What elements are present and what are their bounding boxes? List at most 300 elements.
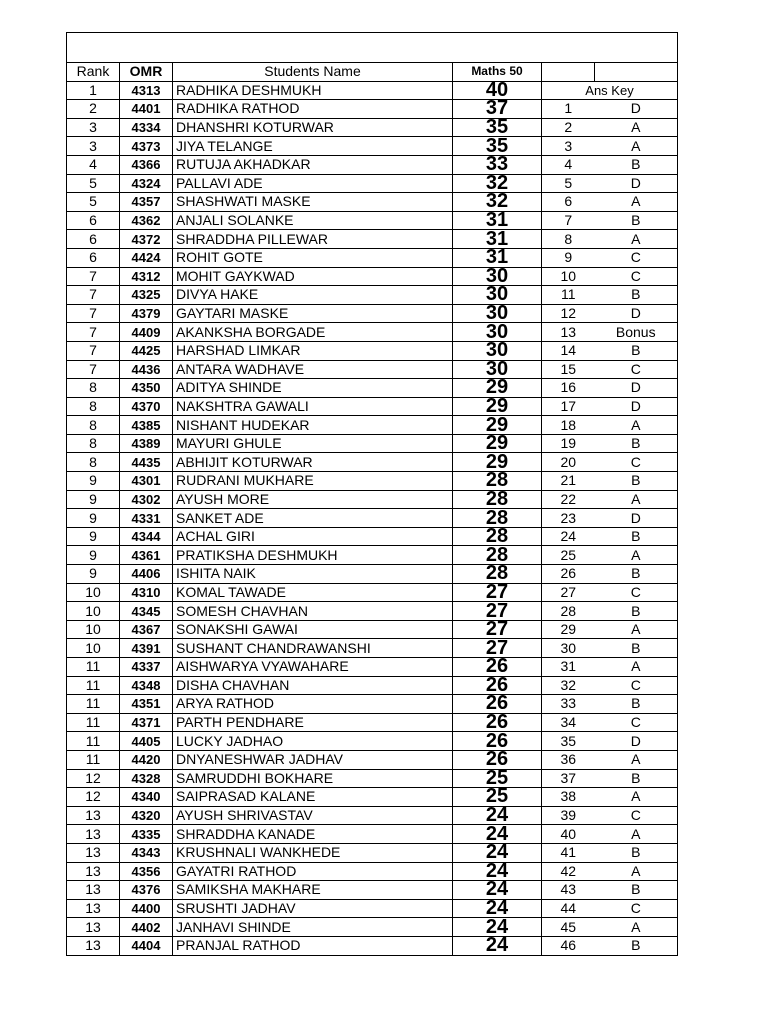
question-number-cell: 28 [542, 602, 595, 621]
answer-key-cell: A [595, 416, 678, 435]
table-row [67, 639, 678, 658]
rank-cell: 13 [67, 936, 120, 955]
answer-key-cell: B [595, 341, 678, 360]
score-cell: 31 [453, 230, 542, 249]
score-cell: 24 [453, 899, 542, 918]
score-cell: 28 [453, 546, 542, 565]
table-row [67, 527, 678, 546]
student-name-cell: AKANKSHA BORGADE [173, 323, 453, 342]
question-number-cell: 41 [542, 843, 595, 862]
student-name-cell: SAMIKSHA MAKHARE [173, 881, 453, 900]
answer-key-cell: B [595, 769, 678, 788]
table-row [67, 862, 678, 881]
score-cell: 30 [453, 341, 542, 360]
table-row [67, 806, 678, 825]
student-name-cell: SAIPRASAD KALANE [173, 788, 453, 807]
answer-key-cell: C [595, 453, 678, 472]
answer-key-cell: A [595, 918, 678, 937]
table-row [67, 174, 678, 193]
score-cell: 28 [453, 490, 542, 509]
omr-cell: 4391 [120, 639, 173, 658]
question-number-cell: 12 [542, 304, 595, 323]
score-cell: 24 [453, 881, 542, 900]
student-name-cell: SAMRUDDHI BOKHARE [173, 769, 453, 788]
question-number-cell: 21 [542, 472, 595, 491]
score-cell: 24 [453, 843, 542, 862]
student-name-cell: SONAKSHI GAWAI [173, 620, 453, 639]
question-number-cell: 42 [542, 862, 595, 881]
rank-cell: 5 [67, 174, 120, 193]
score-cell: 27 [453, 639, 542, 658]
omr-cell: 4371 [120, 713, 173, 732]
student-name-cell: ARYA RATHOD [173, 695, 453, 714]
table-row [67, 658, 678, 677]
answer-key-cell: D [595, 397, 678, 416]
results-table [66, 32, 678, 956]
result-sheet [66, 32, 678, 956]
student-name-cell: SOMESH CHAVHAN [173, 602, 453, 621]
rank-cell: 11 [67, 695, 120, 714]
rank-cell: 8 [67, 416, 120, 435]
rank-cell: 7 [67, 267, 120, 286]
omr-cell: 4402 [120, 918, 173, 937]
student-name-cell: MOHIT GAYKWAD [173, 267, 453, 286]
table-row [67, 193, 678, 212]
score-cell: 31 [453, 211, 542, 230]
answer-key-cell: Bonus [595, 323, 678, 342]
rank-cell: 9 [67, 527, 120, 546]
question-number-cell: 46 [542, 936, 595, 955]
answer-key-cell: C [595, 360, 678, 379]
student-name-cell: SRUSHTI JADHAV [173, 899, 453, 918]
score-cell: 26 [453, 658, 542, 677]
header-name: Students Name [173, 63, 453, 82]
omr-cell: 4351 [120, 695, 173, 714]
answer-key-cell: C [595, 583, 678, 602]
question-number-cell: 30 [542, 639, 595, 658]
table-row [67, 843, 678, 862]
student-name-cell: KRUSHNALI WANKHEDE [173, 843, 453, 862]
answer-key-cell: D [595, 100, 678, 119]
score-cell: 26 [453, 713, 542, 732]
header-row [67, 63, 678, 82]
rank-cell: 6 [67, 211, 120, 230]
score-cell: 25 [453, 769, 542, 788]
answer-key-cell: B [595, 527, 678, 546]
student-name-cell: SHRADDHA KANADE [173, 825, 453, 844]
header-blank-k [595, 63, 678, 82]
answer-key-cell: C [595, 899, 678, 918]
rank-cell: 3 [67, 118, 120, 137]
answer-key-cell: A [595, 118, 678, 137]
title-row [67, 33, 678, 63]
table-row [67, 230, 678, 249]
omr-cell: 4357 [120, 193, 173, 212]
question-number-cell: 4 [542, 155, 595, 174]
rank-cell: 2 [67, 100, 120, 119]
omr-cell: 4331 [120, 509, 173, 528]
student-name-cell: ROHIT GOTE [173, 248, 453, 267]
rank-cell: 9 [67, 490, 120, 509]
question-number-cell: 29 [542, 620, 595, 639]
rank-cell: 9 [67, 509, 120, 528]
score-cell: 27 [453, 583, 542, 602]
omr-cell: 4376 [120, 881, 173, 900]
score-cell: 30 [453, 360, 542, 379]
omr-cell: 4310 [120, 583, 173, 602]
title-cell [67, 33, 678, 63]
table-row [67, 211, 678, 230]
question-number-cell: 38 [542, 788, 595, 807]
rank-cell: 13 [67, 881, 120, 900]
omr-cell: 4370 [120, 397, 173, 416]
answer-key-cell: B [595, 286, 678, 305]
table-row [67, 118, 678, 137]
table-row [67, 546, 678, 565]
question-number-cell: 24 [542, 527, 595, 546]
table-row [67, 936, 678, 955]
omr-cell: 4348 [120, 676, 173, 695]
rank-cell: 3 [67, 137, 120, 156]
table-row [67, 416, 678, 435]
score-cell: 27 [453, 602, 542, 621]
answer-key-cell: C [595, 267, 678, 286]
student-name-cell: RUDRANI MUKHARE [173, 472, 453, 491]
rank-cell: 6 [67, 230, 120, 249]
rank-cell: 6 [67, 248, 120, 267]
score-cell: 33 [453, 155, 542, 174]
student-name-cell: ADITYA SHINDE [173, 379, 453, 398]
student-name-cell: SHRADDHA PILLEWAR [173, 230, 453, 249]
omr-cell: 4362 [120, 211, 173, 230]
table-row [67, 676, 678, 695]
omr-cell: 4325 [120, 286, 173, 305]
rank-cell: 9 [67, 546, 120, 565]
ans-key-label: Ans Key [542, 81, 678, 100]
student-name-cell: DIVYA HAKE [173, 286, 453, 305]
question-number-cell: 13 [542, 323, 595, 342]
question-number-cell: 27 [542, 583, 595, 602]
question-number-cell: 34 [542, 713, 595, 732]
table-row [67, 602, 678, 621]
omr-cell: 4400 [120, 899, 173, 918]
rank-cell: 8 [67, 434, 120, 453]
question-number-cell: 23 [542, 509, 595, 528]
question-number-cell: 10 [542, 267, 595, 286]
omr-cell: 4420 [120, 750, 173, 769]
question-number-cell: 43 [542, 881, 595, 900]
question-number-cell: 16 [542, 379, 595, 398]
omr-cell: 4409 [120, 323, 173, 342]
student-name-cell: AYUSH MORE [173, 490, 453, 509]
table-row [67, 137, 678, 156]
question-number-cell: 5 [542, 174, 595, 193]
rank-cell: 11 [67, 750, 120, 769]
rank-cell: 13 [67, 862, 120, 881]
student-name-cell: NAKSHTRA GAWALI [173, 397, 453, 416]
answer-key-cell: B [595, 155, 678, 174]
student-name-cell: DISHA CHAVHAN [173, 676, 453, 695]
question-number-cell: 26 [542, 565, 595, 584]
omr-cell: 4366 [120, 155, 173, 174]
student-name-cell: RUTUJA AKHADKAR [173, 155, 453, 174]
student-name-cell: AYUSH SHRIVASTAV [173, 806, 453, 825]
score-cell: 37 [453, 100, 542, 119]
table-row [67, 583, 678, 602]
question-number-cell: 45 [542, 918, 595, 937]
question-number-cell: 22 [542, 490, 595, 509]
omr-cell: 4328 [120, 769, 173, 788]
question-number-cell: 15 [542, 360, 595, 379]
score-cell: 25 [453, 788, 542, 807]
answer-key-cell: B [595, 602, 678, 621]
answer-key-cell: D [595, 732, 678, 751]
score-cell: 27 [453, 620, 542, 639]
student-name-cell: JANHAVI SHINDE [173, 918, 453, 937]
rank-cell: 11 [67, 713, 120, 732]
answer-key-cell: B [595, 211, 678, 230]
table-row [67, 788, 678, 807]
omr-cell: 4313 [120, 81, 173, 100]
student-name-cell: SUSHANT CHANDRAWANSHI [173, 639, 453, 658]
omr-cell: 4405 [120, 732, 173, 751]
student-name-cell: SHASHWATI MASKE [173, 193, 453, 212]
rank-cell: 11 [67, 658, 120, 677]
table-row [67, 155, 678, 174]
question-number-cell: 31 [542, 658, 595, 677]
rank-cell: 7 [67, 304, 120, 323]
score-cell: 26 [453, 732, 542, 751]
question-number-cell: 1 [542, 100, 595, 119]
table-row [67, 267, 678, 286]
omr-cell: 4337 [120, 658, 173, 677]
omr-cell: 4345 [120, 602, 173, 621]
answer-key-cell: B [595, 936, 678, 955]
question-number-cell: 39 [542, 806, 595, 825]
omr-cell: 4335 [120, 825, 173, 844]
score-cell: 30 [453, 267, 542, 286]
student-name-cell: ABHIJIT KOTURWAR [173, 453, 453, 472]
table-row [67, 918, 678, 937]
answer-key-cell: A [595, 788, 678, 807]
student-name-cell: LUCKY JADHAO [173, 732, 453, 751]
table-row [67, 286, 678, 305]
score-cell: 24 [453, 936, 542, 955]
score-cell: 28 [453, 472, 542, 491]
header-omr: OMR [120, 63, 173, 82]
answer-key-cell: C [595, 676, 678, 695]
omr-cell: 4334 [120, 118, 173, 137]
table-row [67, 360, 678, 379]
table-row [67, 769, 678, 788]
score-cell: 30 [453, 323, 542, 342]
student-name-cell: RADHIKA DESHMUKH [173, 81, 453, 100]
table-row [67, 81, 678, 100]
score-cell: 29 [453, 379, 542, 398]
rank-cell: 13 [67, 843, 120, 862]
table-row [67, 899, 678, 918]
answer-key-cell: C [595, 713, 678, 732]
omr-cell: 4401 [120, 100, 173, 119]
omr-cell: 4373 [120, 137, 173, 156]
table-row [67, 248, 678, 267]
omr-cell: 4372 [120, 230, 173, 249]
student-name-cell: AISHWARYA VYAWAHARE [173, 658, 453, 677]
omr-cell: 4301 [120, 472, 173, 491]
score-cell: 26 [453, 750, 542, 769]
question-number-cell: 44 [542, 899, 595, 918]
omr-cell: 4379 [120, 304, 173, 323]
question-number-cell: 37 [542, 769, 595, 788]
omr-cell: 4324 [120, 174, 173, 193]
rank-cell: 10 [67, 583, 120, 602]
omr-cell: 4343 [120, 843, 173, 862]
omr-cell: 4312 [120, 267, 173, 286]
omr-cell: 4302 [120, 490, 173, 509]
answer-key-cell: A [595, 193, 678, 212]
omr-cell: 4435 [120, 453, 173, 472]
table-row [67, 453, 678, 472]
answer-key-cell: D [595, 509, 678, 528]
student-name-cell: DNYANESHWAR JADHAV [173, 750, 453, 769]
question-number-cell: 17 [542, 397, 595, 416]
table-row [67, 323, 678, 342]
omr-cell: 4389 [120, 434, 173, 453]
score-cell: 31 [453, 248, 542, 267]
score-cell: 24 [453, 918, 542, 937]
score-cell: 24 [453, 825, 542, 844]
score-cell: 28 [453, 565, 542, 584]
rank-cell: 9 [67, 565, 120, 584]
question-number-cell: 9 [542, 248, 595, 267]
omr-cell: 4356 [120, 862, 173, 881]
student-name-cell: JIYA TELANGE [173, 137, 453, 156]
rank-cell: 1 [67, 81, 120, 100]
table-row [67, 881, 678, 900]
omr-cell: 4406 [120, 565, 173, 584]
answer-key-cell: B [595, 434, 678, 453]
table-row [67, 825, 678, 844]
table-row [67, 472, 678, 491]
student-name-cell: ANTARA WADHAVE [173, 360, 453, 379]
rank-cell: 10 [67, 639, 120, 658]
answer-key-cell: B [595, 639, 678, 658]
rank-cell: 7 [67, 286, 120, 305]
rank-cell: 13 [67, 825, 120, 844]
score-cell: 24 [453, 806, 542, 825]
question-number-cell: 2 [542, 118, 595, 137]
student-name-cell: ANJALI SOLANKE [173, 211, 453, 230]
student-name-cell: ISHITA NAIK [173, 565, 453, 584]
question-number-cell: 6 [542, 193, 595, 212]
table-row [67, 100, 678, 119]
question-number-cell: 7 [542, 211, 595, 230]
omr-cell: 4320 [120, 806, 173, 825]
rank-cell: 7 [67, 360, 120, 379]
omr-cell: 4350 [120, 379, 173, 398]
student-name-cell: PRANJAL RATHOD [173, 936, 453, 955]
score-cell: 26 [453, 676, 542, 695]
table-row [67, 397, 678, 416]
question-number-cell: 11 [542, 286, 595, 305]
score-cell: 30 [453, 304, 542, 323]
table-row [67, 434, 678, 453]
table-row [67, 565, 678, 584]
question-number-cell: 19 [542, 434, 595, 453]
score-cell: 35 [453, 118, 542, 137]
question-number-cell: 33 [542, 695, 595, 714]
rank-cell: 13 [67, 806, 120, 825]
rank-cell: 8 [67, 453, 120, 472]
question-number-cell: 25 [542, 546, 595, 565]
rank-cell: 13 [67, 899, 120, 918]
omr-cell: 4385 [120, 416, 173, 435]
student-name-cell: PALLAVI ADE [173, 174, 453, 193]
table-row [67, 620, 678, 639]
table-row [67, 341, 678, 360]
student-name-cell: PRATIKSHA DESHMUKH [173, 546, 453, 565]
answer-key-cell: A [595, 137, 678, 156]
rank-cell: 13 [67, 918, 120, 937]
score-cell: 29 [453, 453, 542, 472]
table-row [67, 695, 678, 714]
omr-cell: 4424 [120, 248, 173, 267]
score-cell: 24 [453, 862, 542, 881]
answer-key-cell: A [595, 490, 678, 509]
question-number-cell: 18 [542, 416, 595, 435]
score-cell: 35 [453, 137, 542, 156]
answer-key-cell: A [595, 750, 678, 769]
omr-cell: 4367 [120, 620, 173, 639]
answer-key-cell: A [595, 546, 678, 565]
score-cell: 29 [453, 397, 542, 416]
student-name-cell: SANKET ADE [173, 509, 453, 528]
student-name-cell: NISHANT HUDEKAR [173, 416, 453, 435]
table-row [67, 713, 678, 732]
question-number-cell: 3 [542, 137, 595, 156]
score-cell: 28 [453, 527, 542, 546]
score-cell: 29 [453, 434, 542, 453]
answer-key-cell: B [595, 472, 678, 491]
rank-cell: 5 [67, 193, 120, 212]
table-row [67, 379, 678, 398]
answer-key-cell: C [595, 806, 678, 825]
question-number-cell: 14 [542, 341, 595, 360]
omr-cell: 4404 [120, 936, 173, 955]
answer-key-cell: B [595, 565, 678, 584]
score-cell: 40 [453, 81, 542, 100]
rank-cell: 8 [67, 397, 120, 416]
header-rank: Rank [67, 63, 120, 82]
answer-key-cell: B [595, 843, 678, 862]
score-cell: 30 [453, 286, 542, 305]
rank-cell: 8 [67, 379, 120, 398]
student-name-cell: GAYATRI RATHOD [173, 862, 453, 881]
answer-key-cell: A [595, 862, 678, 881]
answer-key-cell: D [595, 379, 678, 398]
rank-cell: 10 [67, 620, 120, 639]
rank-cell: 11 [67, 732, 120, 751]
student-name-cell: DHANSHRI KOTURWAR [173, 118, 453, 137]
table-row [67, 490, 678, 509]
question-number-cell: 35 [542, 732, 595, 751]
score-cell: 32 [453, 193, 542, 212]
answer-key-cell: D [595, 174, 678, 193]
answer-key-cell: A [595, 620, 678, 639]
question-number-cell: 20 [542, 453, 595, 472]
answer-key-cell: B [595, 881, 678, 900]
rank-cell: 9 [67, 472, 120, 491]
